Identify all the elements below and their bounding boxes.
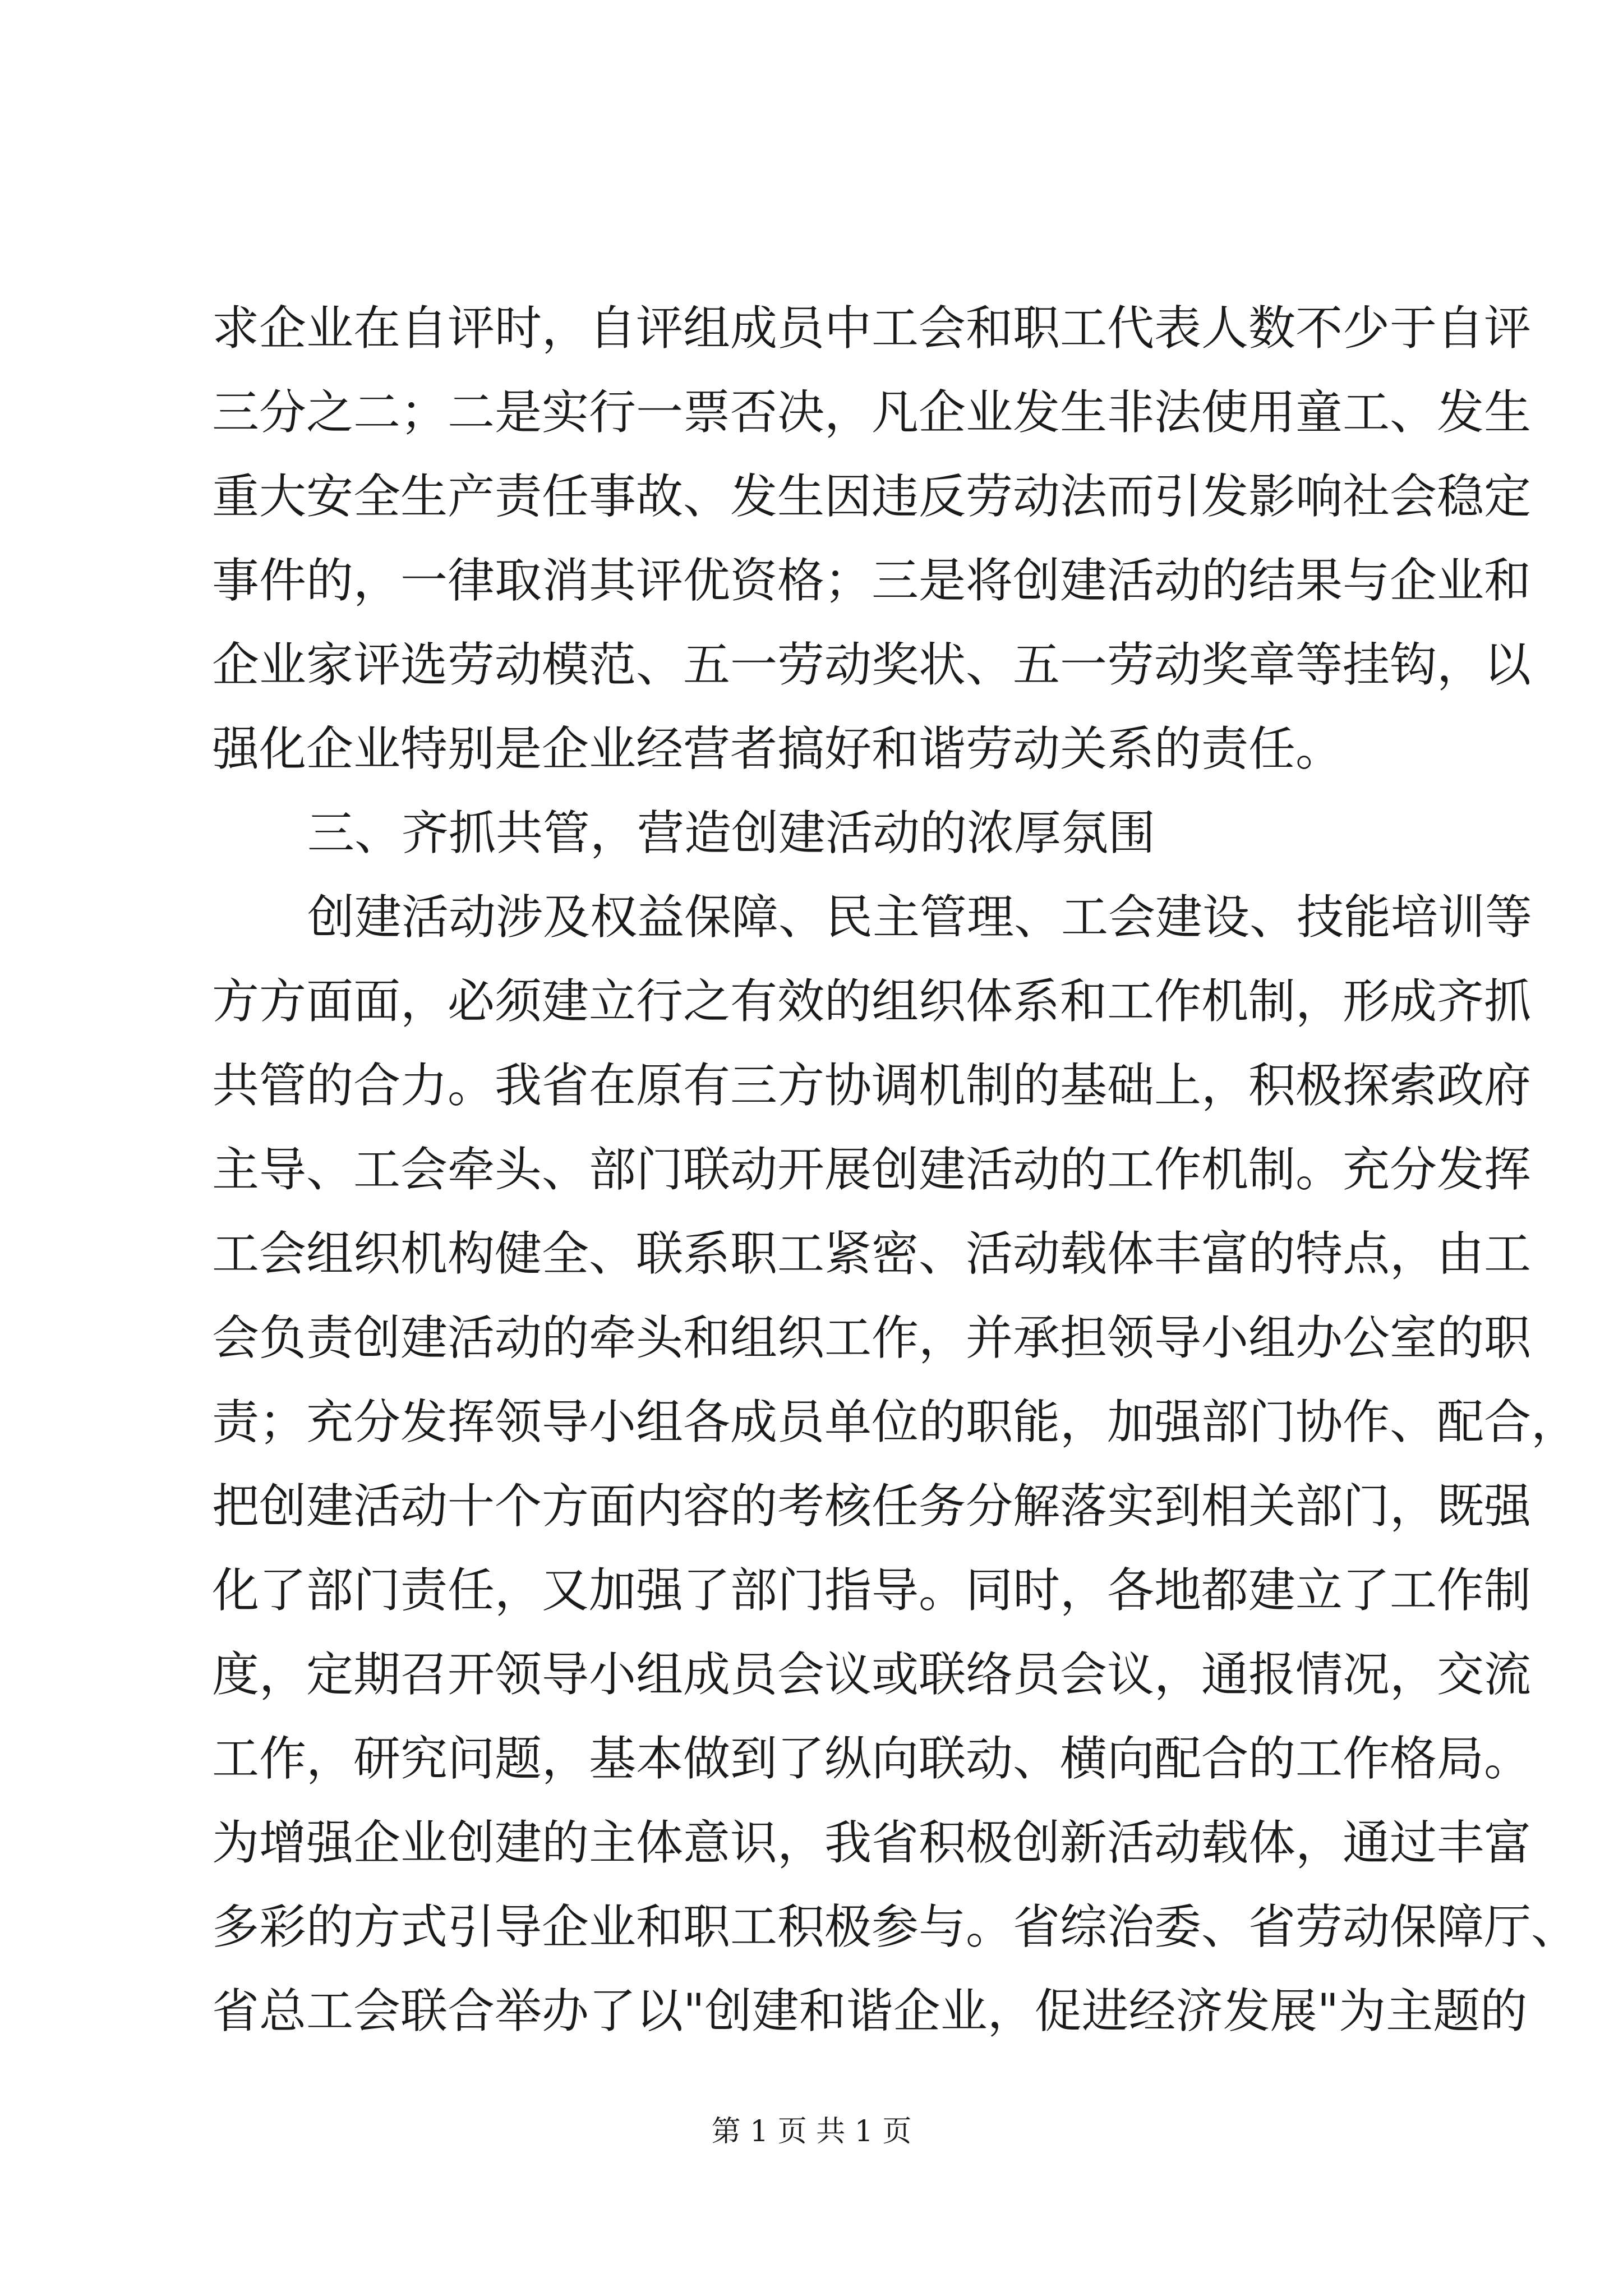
text-line: 强化企业特别是企业经营者搞好和谐劳动关系的责任。 — [212, 721, 1343, 776]
page-footer: 第 1 页 共 1 页 — [711, 2115, 912, 2148]
text-line: 工作，研究问题，基本做到了纵向联动、横向配合的工作格局。 — [212, 1731, 1532, 1786]
text-line: 化了部门责任，又加强了部门指导。同时，各地都建立了工作制 — [212, 1563, 1532, 1618]
text-line: 方方面面，必须建立行之有效的组织体系和工作机制，形成齐抓 — [212, 974, 1532, 1029]
text-line: 多彩的方式引导企业和职工积极参与。省综治委、省劳动保障厅、 — [212, 1899, 1579, 1954]
text-line: 为增强企业创建的主体意识，我省积极创新活动载体，通过丰富 — [212, 1815, 1532, 1870]
text-line: 三、齐抓共管，营造创建活动的浓厚氛围 — [307, 806, 1156, 861]
text-line: 会负责创建活动的牵头和组织工作，并承担领导小组办公室的职 — [212, 1310, 1532, 1365]
text-line: 工会组织机构健全、联系职工紧密、活动载体丰富的特点，由工 — [212, 1226, 1532, 1281]
text-line: 事件的，一律取消其评优资格；三是将创建活动的结果与企业和 — [212, 553, 1532, 608]
text-line: 责；充分发挥领导小组各成员单位的职能，加强部门协作、配合， — [212, 1395, 1579, 1450]
text-line: 求企业在自评时，自评组成员中工会和职工代表人数不少于自评 — [212, 301, 1532, 356]
text-line: 度，定期召开领导小组成员会议或联络员会议，通报情况，交流 — [212, 1647, 1532, 1702]
text-line: 省总工会联合举办了以"创建和谐企业，促进经济发展"为主题的 — [212, 1984, 1528, 2039]
text-line: 企业家评选劳动模范、五一劳动奖状、五一劳动奖章等挂钩，以 — [212, 637, 1532, 692]
text-line: 共管的合力。我省在原有三方协调机制的基础上，积极探索政府 — [212, 1058, 1532, 1113]
text-line: 把创建活动十个方面内容的考核任务分解落实到相关部门，既强 — [212, 1479, 1532, 1534]
text-line: 主导、工会牵头、部门联动开展创建活动的工作机制。充分发挥 — [212, 1142, 1532, 1197]
text-line: 三分之二；二是实行一票否决，凡企业发生非法使用童工、发生 — [212, 385, 1532, 440]
text-line: 重大安全生产责任事故、发生因违反劳动法而引发影响社会稳定 — [212, 469, 1532, 524]
text-line: 创建活动涉及权益保障、民主管理、工会建设、技能培训等 — [307, 890, 1533, 945]
body-text — [212, 286, 1579, 2053]
